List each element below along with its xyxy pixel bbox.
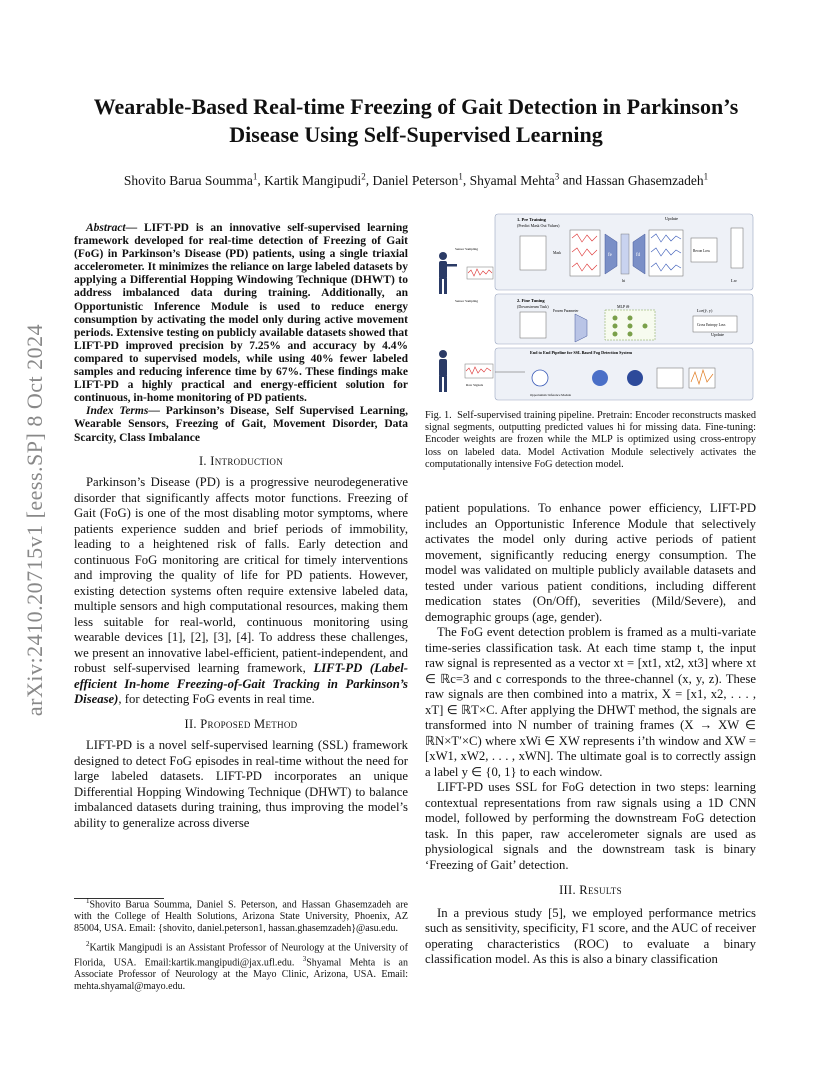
mask-label: Mask: [553, 251, 561, 255]
loss-box: [731, 228, 743, 268]
stage1-sub: (Predict Mask Out Values): [517, 223, 560, 228]
masked-signals: [570, 230, 600, 276]
update-label: Update: [665, 216, 678, 221]
pipeline-figure: [425, 212, 756, 406]
footnotes: [74, 896, 408, 993]
embedding-block: [621, 234, 629, 274]
mlp-label: MLP fθ: [617, 304, 630, 309]
right-paragraph-1: patient populations. To enhance power efficiency, LIFT-PD includes an Opportunistic Inference Module that selectively activates the model only during active periods of patient movement, significantly reducing energy consumption. The model was validated on multiple publicly available datasets and tested under various patient conditions, including different medication states (On/Off), severities (Mild/Severe), and demographic groups (age, gender).: [425, 501, 756, 624]
raw-signal-box-2: [465, 364, 493, 378]
sensor-label-2: Sensor Sampling: [455, 299, 479, 303]
author-3: Daniel Peterson$^1$: [372, 171, 463, 188]
model-icon: [592, 370, 608, 386]
inference-module-label: Opportunistic Inference Module: [530, 393, 572, 397]
labeled-batch: [520, 312, 546, 338]
author-5: Hassan Ghasemzadeh$^1$: [585, 171, 709, 188]
decoder-label: fd: [636, 253, 641, 258]
patient-icon-2: [439, 350, 447, 392]
update-label-2: Update: [711, 332, 724, 337]
output-box-1: [657, 368, 683, 388]
raw-signals-label: Raw Signals: [466, 383, 484, 387]
section-heading-introduction: I. Introduction: [198, 453, 284, 468]
index-terms: Index Terms— Parkinson’s Disease, Self Supervised Learning, Wearable Sensors, Freezing of Gait, Movement Disorder, Data Scarcity, Class Imbalance: [74, 405, 409, 444]
recon-loss-label: Recon Loss: [693, 249, 710, 253]
arxiv-stamp: arXiv:2410.20715v1 [eess.SP] 8 Oct 2024: [22, 323, 47, 717]
title-line-2: Disease Using Self-Supervised Learning: [229, 122, 603, 147]
raw-signal-box: [467, 267, 493, 279]
method-paragraph: LIFT-PD is a novel self-supervised learning (SSL) framework designed to detect FoG episodes in real-time without the need for large labeled datasets. LIFT-PD incorporates an unique Differential Hopping Windowing Technique (DHWT) to balance imbalanced datasets during training, thus improving the model’s ability to generalize across diverse: [74, 738, 408, 830]
cross-entropy-label: Cross Entropy Loss: [697, 323, 726, 327]
patient-icon-1: [439, 252, 457, 294]
footnote-1: $^1$Shovito Barua Soumma, Daniel S. Peterson, and Hassan Ghasemzadeh are with the College of Health Solutions, Arizona State University, Phoenix, AZ 85004, USA. Email: {shovito, daniel.peterson1, hassan.ghasemzadeh}@asu.edu.: [74, 897, 408, 934]
left-column: [74, 222, 408, 831]
title-line-1: Wearable-Based Real-time Freezing of Gait Detection in Parkinson’s: [93, 94, 739, 119]
embedding-label: hi: [622, 278, 626, 283]
section-heading-results: III. Results: [559, 883, 622, 897]
stage3-label: End to End Pipeline for SSL Based Fog Detection System: [530, 350, 632, 355]
intro-paragraph: Parkinson’s Disease (PD) is a progressive neurodegenerative disorder that significantly affects motor functions. Freezing of Gait (FoG) is one of the most disabling motor symptoms, where patients experience sudden and brief periods of immobility, leading to a heightened risk of falls. Early detection and continuous FoG monitoring are critical for timely interventions and improving the quality of life for PD patients. However, existing detection systems often require extensive labeled data, multiple sensors and high computational resources, making them less suitable for real-world, continuous monitoring using wearable devices [1], [2], [3], [4]. To address these challenges, we present an innovative label-efficient, patient-independent, and robust self-supervised learning framework, LIFT-PD (Label-efficient In-home Freezing-of-Gait Tracking in Parkinson’s Disease), for detecting FoG events in real time.: [74, 475, 408, 707]
results-paragraph: In a previous study [5], we employed performance metrics such as sensitivity, specificity, F1 score, and the AUC of receiver operating characteristics (ROC) to evaluate a binary classification model. As this is also a binary classification: [425, 905, 756, 966]
encoder-label: fe: [608, 253, 612, 258]
input-batch: [520, 236, 546, 270]
frozen-label: Frozen Parameter: [553, 309, 579, 313]
paper-title: [60, 93, 772, 149]
stage1-label: 1. Pre Training: [517, 217, 546, 222]
author-list: Shovito Barua Soumma$^1$, Kartik Mangipudi$^2$, Daniel Peterson$^1$, Shyamal Mehta$^3$ and Hassan Ghasemzadeh$^1$: [123, 171, 709, 188]
stage2-label: 2. Fine Tuning: [517, 298, 545, 303]
right-paragraph-3: LIFT-PD uses SSL for FoG detection in two steps: learning contextual representations from raw signals using a 1D CNN model, followed by performing the downstream FoG detection task. In this paper, raw accelerometer signals are used as physiological signals and the downstream task is binary ‘Freezing of Gait’ detection.: [425, 780, 756, 872]
abstract: Abstract— LIFT-PD is an innovative self-supervised learning framework developed for real-time detection of Freezing of Gait (FoG) in Parkinson’s Disease (PD) patients, using a single triaxial accelerometer. It minimizes the reliance on large labeled datasets by applying a Differential Hopping Windowing Technique (DHWT) to address imbalanced data during training. Additionally, an Opportunistic Inference Module is used to reduce energy consumption by activating the model only during active movement periods. Extensive testing on publicly available datasets showed that LIFT-PD improved precision by 7.25% and accuracy by 4.4% compared to supervised models, while using 40% fewer labeled samples and reducing inference time by 67%. These findings make LIFT-PD a highly practical and energy-efficient solution for continuous, in-home monitoring of PD patients.: [74, 222, 408, 405]
author-1: Shovito Barua Soumma$^1$: [123, 171, 258, 188]
detector-icon: [627, 370, 643, 386]
right-column: [425, 501, 756, 968]
inference-module-icon: [532, 370, 548, 386]
stage2-sub: (Downstream Task): [517, 304, 549, 309]
author-2: Kartik Mangipudi$^2$: [264, 171, 366, 188]
section-heading-method: II. Proposed Method: [184, 716, 298, 731]
footnote-2: $^2$Kartik Mangipudi is an Assistant Professor of Neurology at the University of Florida, USA. Email:kartik.mangipudi@jax.ufl.edu. $^3$Shyamal Mehta is an Associate Professor of Neurology at the Mayo Clinic, Arizona, USA. Email: mehta.shyamal@mayo.edu.: [74, 939, 408, 992]
author-4: Shyamal Mehta$^3$: [469, 171, 560, 188]
ce-loss-label: Lce(ŷ, y): [697, 308, 713, 313]
figure-caption: Fig. 1. Self-supervised training pipeline. Pretrain: Encoder reconstructs masked signal segments, outputting predicted values hi for missing data. Fine-tuning: Encoder weights are frozen while the MLP is optimized using cross-entropy loss on labeled data. Model Activation Module selectively activates the computationally intensive FoG detection model.: [425, 410, 756, 470]
sensor-label-1: Sensor Sampling: [455, 247, 479, 251]
right-paragraph-2: The FoG event detection problem is framed as a multi-variate time-series classification task. At each time stamp t, the input raw signal is represented as a vector xt = [xt1, xt2, xt3] where xt ∈ ℝc=3 and c corresponds to the three-channel (x, y, z). These raw signals are then combined into a matrix, X = [x1, x2, . . . , xT] ∈ ℝT×C. After applying the DHWT method, the signals are transformed into N number of training frames (X → XW ∈ ℝN×T′×C) where xWi ∈ XW represents i’th window and XW = [xW1, xW2, . . . , xWN]. The ultimate goal is to correctly assign a label y ∈ {0, 1} to each window.: [425, 625, 756, 779]
loss-lw-label: Lw: [731, 278, 737, 283]
